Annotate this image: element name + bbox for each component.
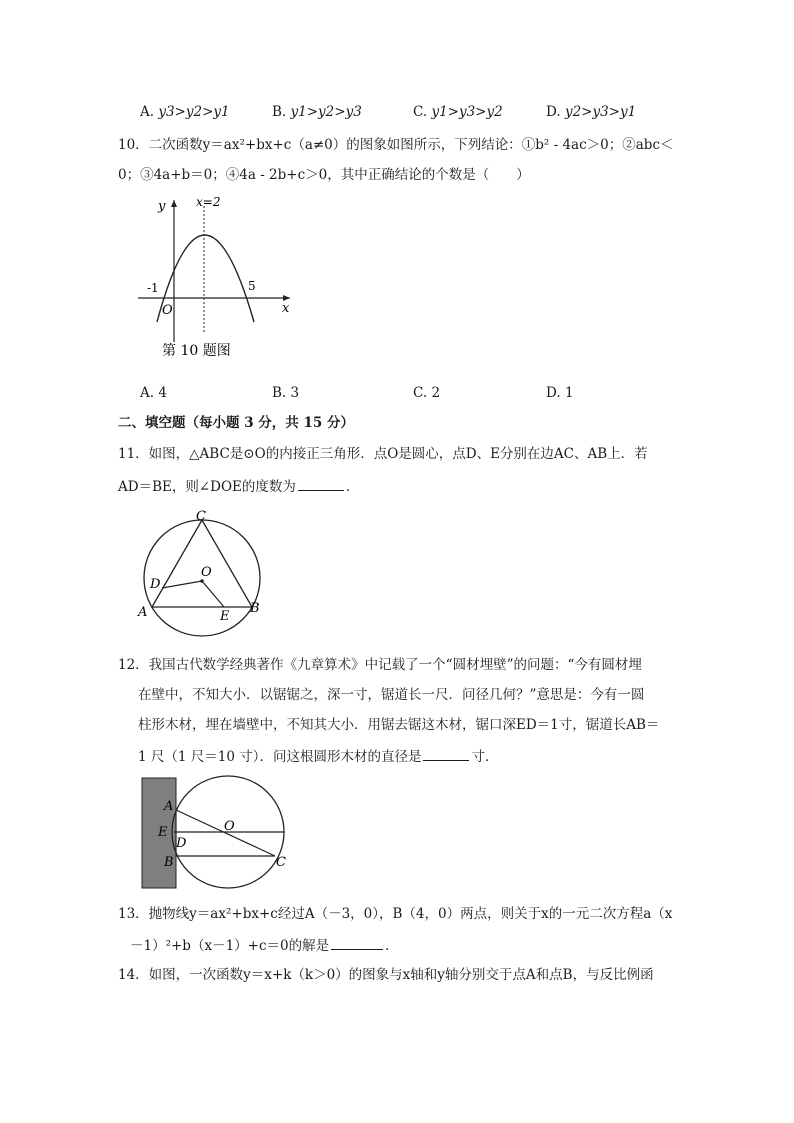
q13-text-line2: －1）²+b（x－1）+c＝0的解是 ． (130, 935, 399, 956)
q9-option-a: A. y3>y2>y1 (140, 104, 230, 120)
q11-label-e: E (220, 609, 230, 624)
q12-label-o: O (224, 819, 235, 834)
q10-x-axis-label: x (282, 301, 290, 316)
q11-circle-figure (132, 506, 272, 638)
q10-left-root-label: -1 (147, 281, 159, 295)
q11-label-c: C (196, 509, 206, 524)
q12-label-a: A (164, 799, 174, 814)
q12-label-d: D (176, 836, 187, 851)
q11-label-b: B (250, 601, 260, 616)
q12-text-line2: 在壁中，不知大小．以锯锯之，深一寸，锯道长一尺．问径几何？”意思是：今有一圆 (138, 687, 645, 703)
q14-text-line1: 14．如图，一次函数y＝x+k（k＞0）的图象与x轴和y轴分别交于点A和点B，与反比例函 (118, 967, 654, 983)
q11-answer-blank (298, 476, 344, 491)
q13-text-line1: 13．抛物线y＝ax²+bx+c经过A（－3，0），B（4，0）两点，则关于x的一元二次方程a（x (118, 906, 673, 922)
q10-option-b: B. 3 (272, 385, 300, 401)
q11-text-line1: 11．如图，△ABC是⊙O的内接正三角形．点O是圆心，点D、E分别在边AC、AB上．若 (118, 446, 648, 462)
q11-text-line2: AD＝BE，则∠DOE的度数为 ． (118, 476, 359, 497)
q10-text-line2: 0；③4a+b＝0；④4a - 2b+c＞0，其中正确结论的个数是（ ） (118, 167, 530, 183)
q12-text-line1: 12．我国古代数学经典著作《九章算术》中记载了一个“圆材埋壁”的问题：“今有圆材埋 (118, 657, 642, 673)
q9-option-d: D. y2>y3>y1 (546, 104, 637, 120)
section-title: 二、填空题（每小题 3 分，共 15 分） (118, 415, 354, 431)
q12-text-line4: 1 尺（1 尺＝10 寸）．问这根圆形木材的直径是 寸． (138, 746, 498, 767)
q11-label-a: A (138, 605, 148, 620)
q12-label-b: B (164, 855, 174, 870)
q10-parabola-figure (130, 192, 300, 362)
q11-label-d: D (150, 577, 161, 592)
q10-y-axis-label: y (158, 199, 166, 214)
q10-option-d: D. 1 (546, 385, 574, 401)
q9-option-c: C. y1>y3>y2 (413, 104, 503, 120)
q10-option-c: C. 2 (413, 385, 441, 401)
q12-circle-wall-figure (140, 774, 300, 892)
q10-origin-label: O (162, 303, 173, 318)
q12-text-line3: 柱形木材，埋在墙壁中，不知其大小．用锯去锯这木材，锯口深ED＝1寸，锯道长AB＝ (138, 717, 660, 733)
q12-label-e: E (158, 825, 168, 840)
q10-right-root-label: 5 (248, 279, 256, 293)
q13-answer-blank (331, 935, 383, 950)
q11-label-o: O (201, 565, 212, 580)
q10-symmetry-label: x=2 (196, 195, 221, 209)
q9-option-b: B. y1>y2>y3 (272, 104, 362, 120)
q12-label-c: C (276, 855, 286, 870)
q12-answer-blank (423, 746, 469, 761)
q10-figure-caption: 第 10 题图 (162, 343, 231, 359)
q10-text-line1: 10．二次函数y＝ax²+bx+c（a≠0）的图象如图所示，下列结论：①b² - 4ac＞0；②abc＜ (118, 137, 674, 153)
q10-option-a: A. 4 (140, 385, 167, 401)
